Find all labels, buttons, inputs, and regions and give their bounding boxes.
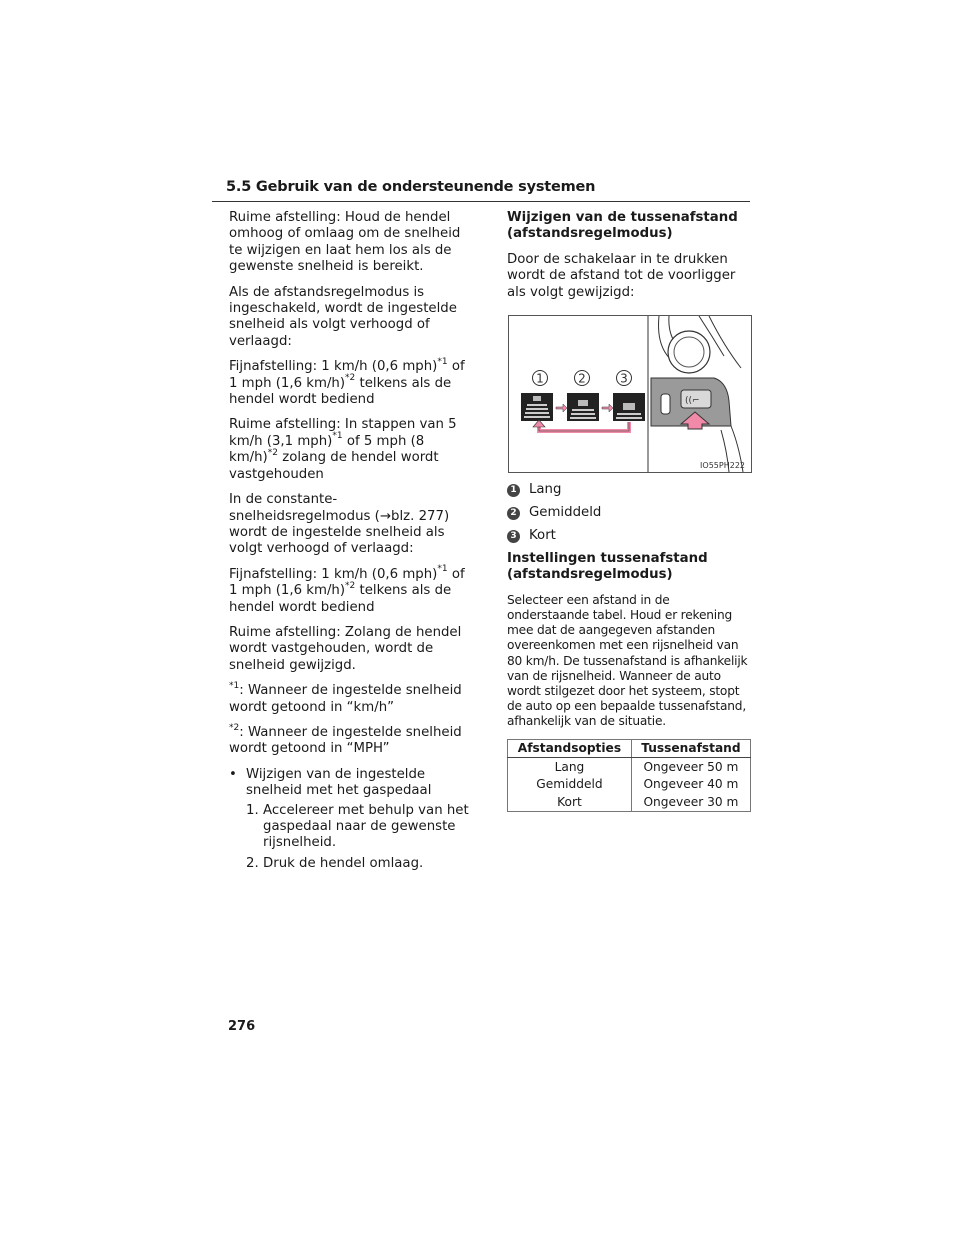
paragraph-distance-mode: Als de afstandsregelmodus is ingeschakeld, wordt de ingestelde snelheid als volgt verhoogd of verlaagd: bbox=[229, 284, 457, 349]
text: of 1 mph (1,6 km/h) bbox=[229, 566, 465, 599]
footnote-ref: *2 bbox=[267, 447, 278, 458]
table-cell: Ongeveer 50 m bbox=[631, 758, 750, 776]
step-text: Druk de hendel omlaag. bbox=[263, 855, 424, 871]
legend-label: Kort bbox=[529, 527, 556, 543]
footnote-1 bbox=[229, 680, 474, 716]
footnote-ref: *1 bbox=[437, 356, 448, 367]
footnote-ref: *2 bbox=[345, 373, 356, 384]
step-text: Accelereer met behulp van het gaspedaal naar de gewenste rijsnelheid. bbox=[263, 802, 469, 851]
bullet-item bbox=[229, 767, 474, 800]
table-cell: Ongeveer 30 m bbox=[631, 793, 750, 811]
right-column bbox=[507, 210, 755, 812]
distance-medium-icon bbox=[567, 393, 599, 421]
table-cell: Lang bbox=[508, 758, 632, 776]
column-header: Afstandsopties bbox=[508, 739, 632, 758]
number-badge: 1 bbox=[507, 484, 520, 497]
paragraph-coarse-steps bbox=[229, 417, 474, 483]
distance-short-icon bbox=[613, 393, 645, 421]
text: Fijnafstelling: 1 km/h (0,6 mph) bbox=[229, 359, 438, 375]
footnote-mark: *1 bbox=[229, 680, 240, 691]
step-number: 1. bbox=[246, 802, 259, 818]
table-row bbox=[508, 758, 751, 776]
left-column bbox=[229, 210, 474, 876]
paragraph-select-distance: Selecteer een afstand in de onderstaande tabel. Houd er rekening mee dat de aangegeven afstanden overeenkomen met een rijsnelheid van 80 km/h. De tussenafstand is afhankelijk van de rijsnelheid. Wanneer de auto wordt stilgezet door het systeem, stopt de auto op een bepaalde tussenafstand, afhankelijk van de situatie. bbox=[507, 592, 748, 729]
step-item bbox=[229, 856, 474, 872]
table-cell: Kort bbox=[508, 793, 632, 811]
footnote-ref: *2 bbox=[345, 580, 356, 591]
paragraph-fine-adjust-2 bbox=[229, 564, 474, 616]
text: telkens als de hendel wordt bediend bbox=[229, 583, 452, 615]
marker-label: 1 bbox=[536, 371, 544, 386]
step-item bbox=[229, 803, 474, 852]
table-cell: Gemiddeld bbox=[508, 776, 632, 794]
paragraph-coarse-adjust: Ruime afstelling: Houd de hendel omhoog of omlaag om de snelheid te wijzigen en laat hem los als de gewenste snelheid is bereikt. bbox=[229, 210, 461, 275]
marker-label: 2 bbox=[578, 371, 586, 386]
number-badge: 2 bbox=[507, 507, 520, 520]
paragraph-constant-speed: In de constante-snelheidsregelmodus (→blz. 277) wordt de ingestelde snelheid als volgt verhoogd of verlaagd: bbox=[229, 492, 450, 557]
page-number: 276 bbox=[228, 1019, 256, 1034]
distance-switch-illustration bbox=[508, 315, 752, 473]
figure-code: IO55PH222 bbox=[700, 461, 745, 471]
table-row bbox=[508, 776, 751, 794]
footnote-2 bbox=[229, 722, 474, 758]
legend-label: Gemiddeld bbox=[529, 504, 602, 520]
paragraph-switch: Door de schakelaar in te drukken wordt de afstand tot de voorligger als volgt gewijzigd: bbox=[507, 251, 736, 300]
heading-change-distance: Wijzigen van de tussenafstand (afstandsregelmodus) bbox=[507, 210, 738, 242]
legend-item bbox=[507, 528, 755, 544]
section-header bbox=[212, 177, 750, 202]
text: zolang de hendel wordt vastgehouden bbox=[229, 450, 439, 482]
bullet-text: Wijzigen van de ingestelde snelheid met het gaspedaal bbox=[246, 766, 432, 799]
text: telkens als de hendel wordt bediend bbox=[229, 375, 452, 408]
section-title: 5.5 Gebruik van de ondersteunende systemen bbox=[226, 179, 596, 195]
text: of 1 mph (1,6 km/h) bbox=[229, 359, 465, 391]
legend-item bbox=[507, 482, 755, 498]
heading-distance-settings: Instellingen tussenafstand (afstandsregelmodus) bbox=[507, 551, 708, 583]
column-header: Tussenafstand bbox=[631, 739, 750, 758]
footnote-mark: *2 bbox=[229, 722, 240, 733]
legend-item bbox=[507, 505, 755, 521]
svg-text:((⌐: ((⌐ bbox=[685, 396, 700, 407]
footnote-text: : Wanneer de ingestelde snelheid wordt getoond in “MPH” bbox=[229, 724, 462, 757]
table-cell: Ongeveer 40 m bbox=[631, 776, 750, 794]
table-row bbox=[508, 793, 751, 811]
text: Fijnafstelling: 1 km/h (0,6 mph) bbox=[229, 566, 438, 582]
text: of 5 mph (8 km/h) bbox=[229, 433, 425, 466]
distance-long-icon bbox=[521, 393, 553, 421]
footnote-text: : Wanneer de ingestelde snelheid wordt getoond in “km/h” bbox=[229, 683, 462, 715]
footnote-ref: *1 bbox=[332, 431, 343, 442]
paragraph-fine-adjust-1 bbox=[229, 356, 474, 408]
text: Ruime afstelling: In stappen van 5 km/h (3,1 mph) bbox=[229, 417, 457, 449]
legend-label: Lang bbox=[529, 481, 562, 497]
bullet-dot: • bbox=[229, 766, 237, 782]
distance-table bbox=[507, 739, 751, 812]
number-badge: 3 bbox=[507, 530, 520, 543]
step-number: 2. bbox=[246, 855, 259, 871]
paragraph-coarse-hold: Ruime afstelling: Zolang de hendel wordt vastgehouden, wordt de snelheid gewijzigd. bbox=[229, 624, 462, 673]
table-header-row bbox=[508, 739, 751, 758]
marker-label: 3 bbox=[620, 371, 628, 386]
footnote-ref: *1 bbox=[437, 564, 448, 575]
